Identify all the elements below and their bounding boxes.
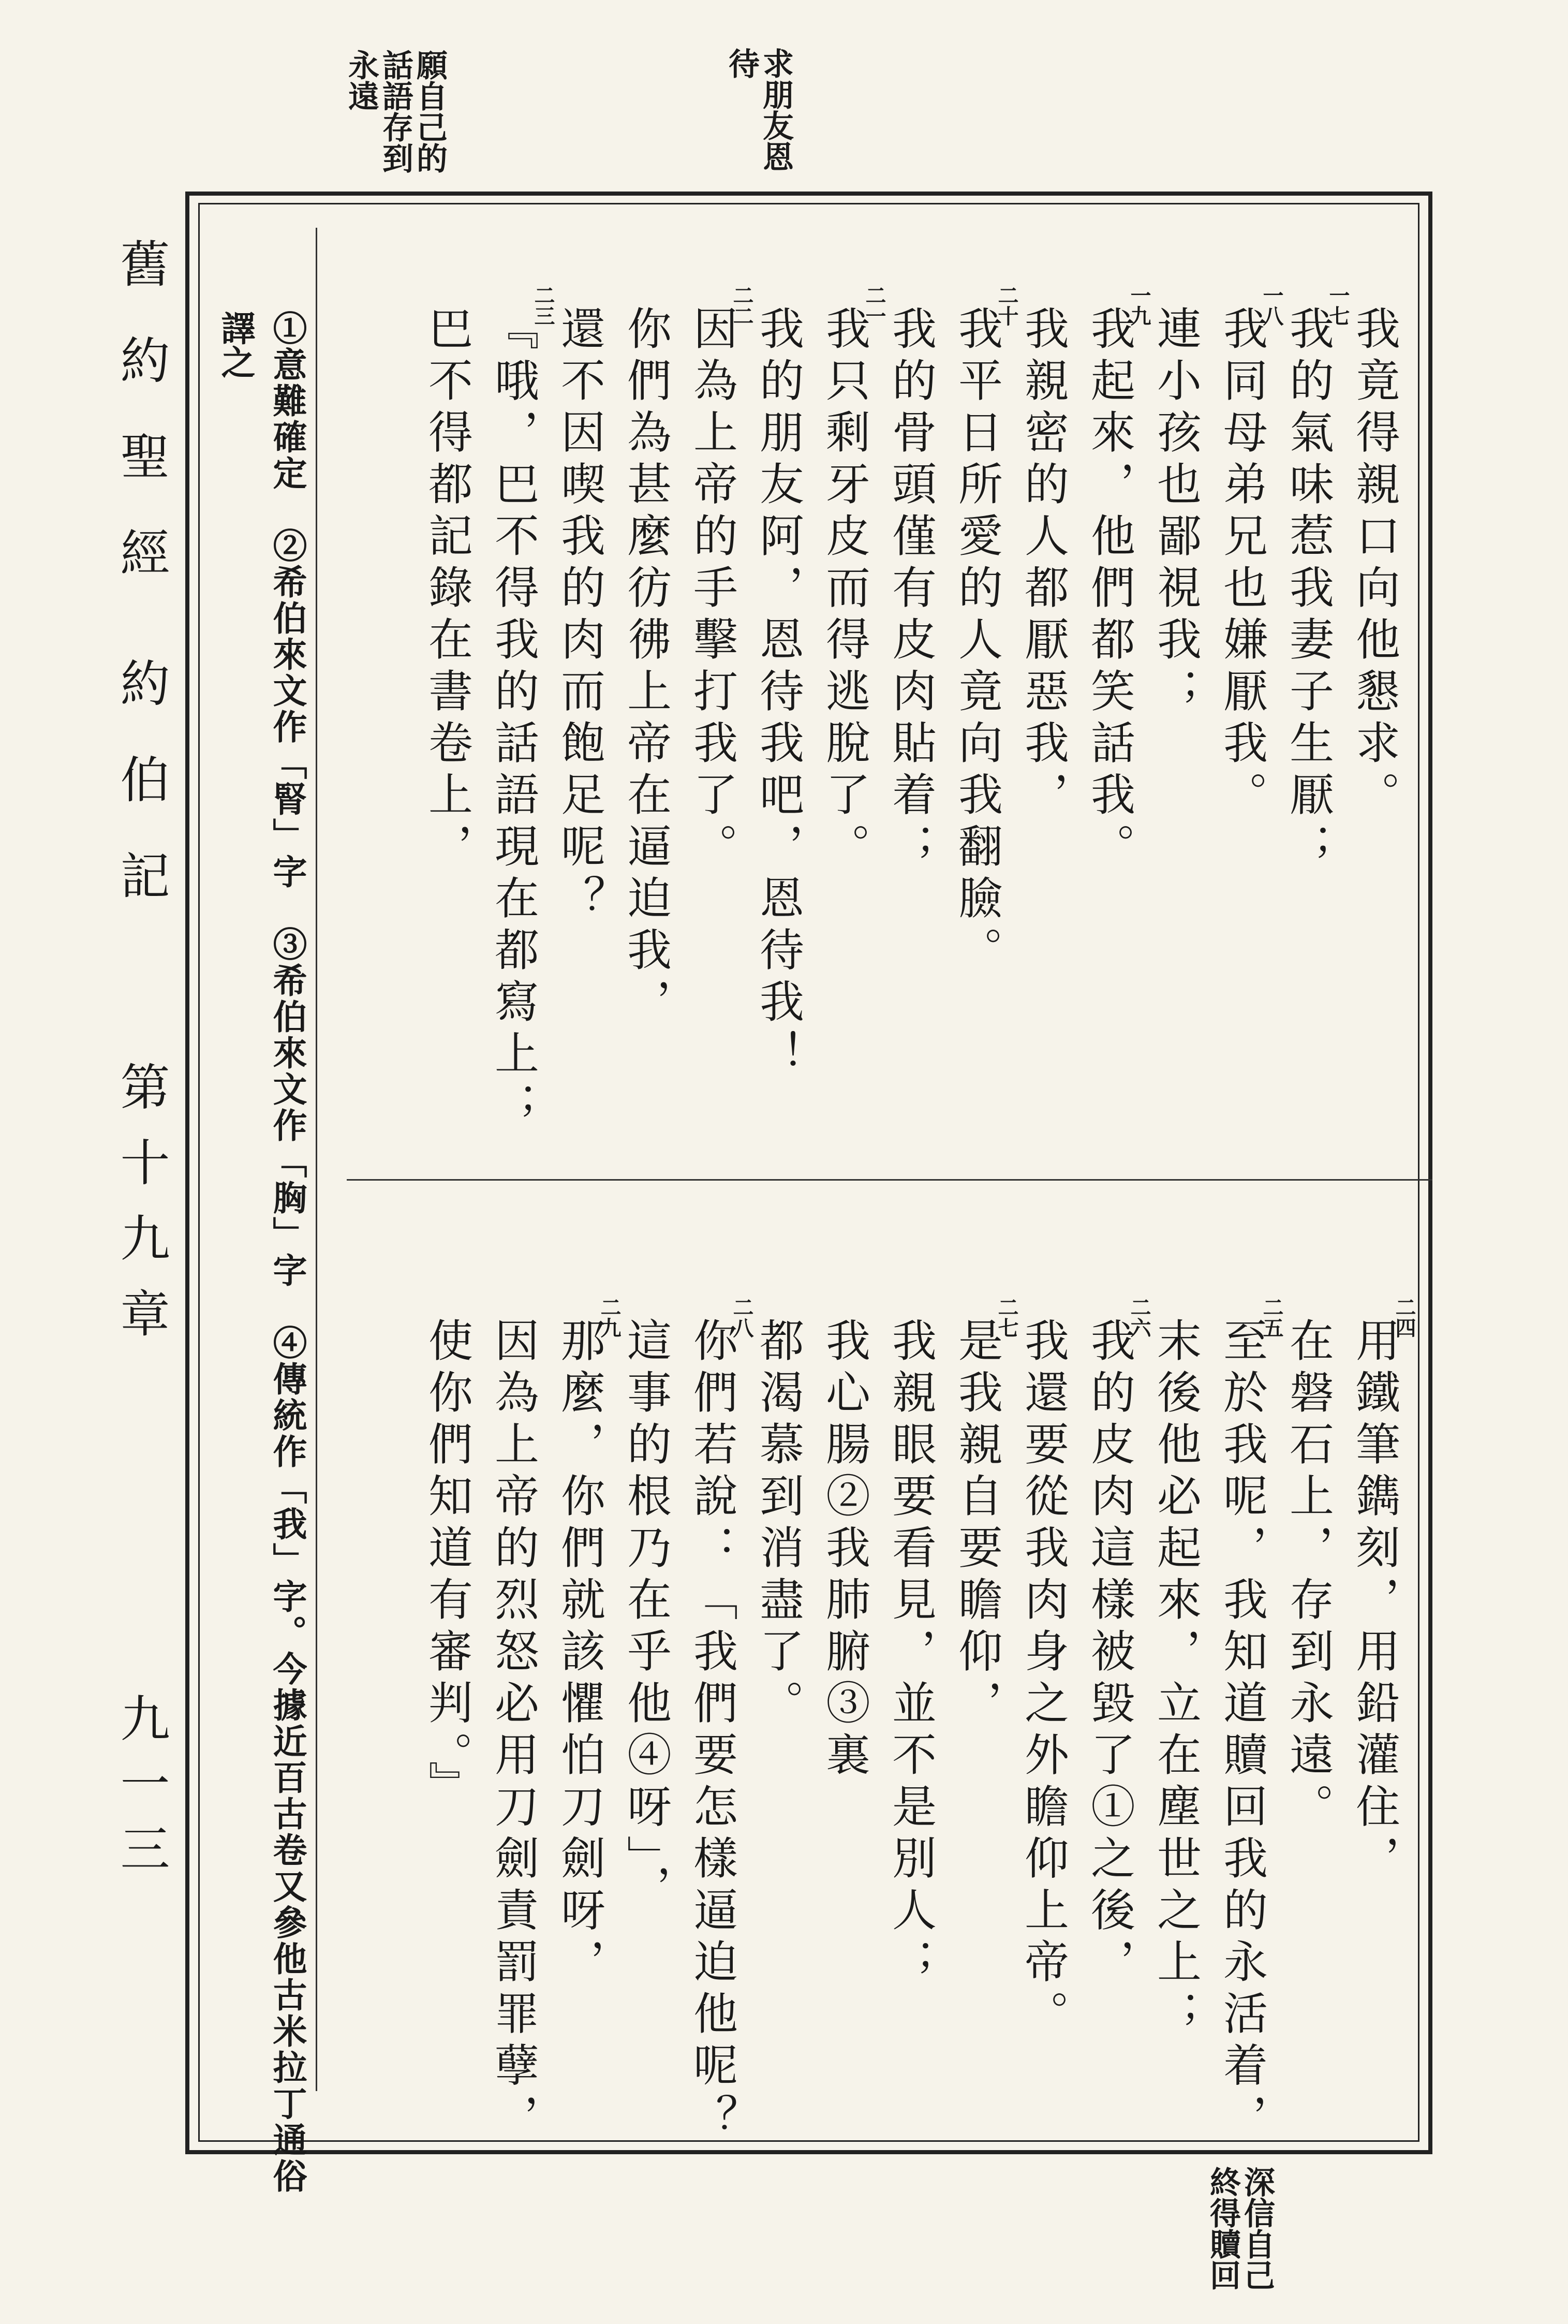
verse-number: 一九 [1127, 285, 1151, 326]
verse-line: 因為上帝的烈怒必用刀劍責罰罪孽， [487, 1317, 539, 2145]
footnote-heading: 譯之 [215, 311, 256, 379]
verse-number: 二三 [531, 285, 555, 326]
verse-line: 是我親自要瞻仰， [951, 1317, 1002, 1731]
verse-line: 我的朋友阿，恩待我吧，恩待我！ [752, 305, 804, 1082]
spine-page-number: 九一三 [112, 1693, 170, 1888]
verse-line: 在磐石上，存到永遠。 [1282, 1317, 1334, 1835]
verse-line: 末後他必起來，立在塵世之上； [1149, 1317, 1201, 2042]
verse-line: 我竟得親口向他懇求。 [1348, 305, 1400, 823]
verse-number: 二七 [995, 1297, 1019, 1338]
verse-number: 二二 [730, 285, 754, 326]
margin-note-words [344, 49, 447, 204]
verse-line: 你們若說：「我們要怎樣逼迫他呢？ [686, 1317, 737, 2145]
margin-note-line: 話語存到 [377, 49, 413, 173]
verse-number: 二八 [730, 1297, 754, 1338]
footnote-text: ①意難確定 ②希伯來文作「腎」字 ③希伯來文作「胸」字 ④傳統作「我」字。今據近百古卷又參他古米拉丁通俗 [267, 311, 307, 2195]
verse-line: 我的氣味惹我妻子生厭； [1282, 305, 1334, 875]
verse-line: 我親密的人都厭惡我， [1017, 305, 1069, 823]
footnote-divider [316, 228, 317, 2091]
verse-line: 我的骨頭僅有皮肉貼着； [884, 305, 936, 875]
margin-note-line: 永遠 [343, 49, 379, 111]
verse-line: 連小孩也鄙視我； [1149, 305, 1201, 719]
spine-title: 約伯記 [112, 657, 170, 946]
verse-number: 一八 [1260, 285, 1284, 326]
verse-line: 巴不得都記錄在書卷上， [421, 305, 472, 875]
verse-line: 都渴慕到消盡了。 [752, 1317, 804, 1731]
verse-line: 我的皮肉這樣被毀了①之後， [1083, 1317, 1135, 1990]
verse-number: 二五 [1260, 1297, 1284, 1338]
verse-number: 二九 [597, 1297, 622, 1338]
verse-line: 那麼，你們就該懼怕刀劍呀， [553, 1317, 605, 1990]
verse-line: 使你們知道有審判。』 [421, 1317, 472, 1813]
verse-line: 你們為甚麼彷彿上帝在逼迫我， [619, 305, 671, 1030]
verse-number: 二四 [1392, 1297, 1416, 1338]
section-divider [347, 1179, 1432, 1181]
margin-note-line: 終得贖回 [1205, 2166, 1241, 2290]
verse-number: 二一 [862, 285, 886, 326]
verse-number: 二十 [995, 285, 1019, 326]
verse-line: 還不因喫我的肉而飽足呢？ [553, 305, 605, 926]
verse-line: 我還要從我肉身之外瞻仰上帝。 [1017, 1317, 1069, 2042]
verse-line: 這事的根乃在乎他④呀」， [619, 1317, 671, 1916]
margin-note-line: 願自己的 [411, 49, 448, 173]
spine-chapter: 第十九章 [112, 1061, 170, 1363]
verse-line: 我只剩牙皮而得逃脫了。 [818, 305, 870, 875]
verse-line: 『哦，巴不得我的話語現在都寫上； [487, 305, 539, 1134]
margin-note-line: 待 [723, 48, 760, 79]
verse-number: 二六 [1127, 1297, 1151, 1338]
verse-number: 一七 [1326, 285, 1350, 326]
verse-line: 我同母弟兄也嫌厭我。 [1216, 305, 1267, 823]
verse-line: 我起來，他們都笑話我。 [1083, 305, 1135, 875]
margin-note-line: 求朋友恩 [758, 48, 794, 172]
margin-note-redeemer [1206, 2166, 1274, 2311]
margin-note-friends [724, 48, 793, 203]
verse-line: 因為上帝的手擊打我了。 [686, 305, 737, 875]
verse-line: 至於我呢，我知道贖回我的永活着， [1216, 1317, 1267, 2145]
spine-book: 舊約聖經 [112, 238, 170, 623]
verse-line: 我親眼要看見，並不是別人； [884, 1317, 936, 1990]
verse-line: 用鐵筆鐫刻，用鉛灌住， [1348, 1317, 1400, 1887]
verse-line: 我平日所愛的人竟向我翻臉。 [951, 305, 1002, 978]
margin-note-line: 深信自己 [1239, 2166, 1275, 2290]
verse-line: 我心腸②我肺腑③裏 [818, 1317, 870, 1783]
